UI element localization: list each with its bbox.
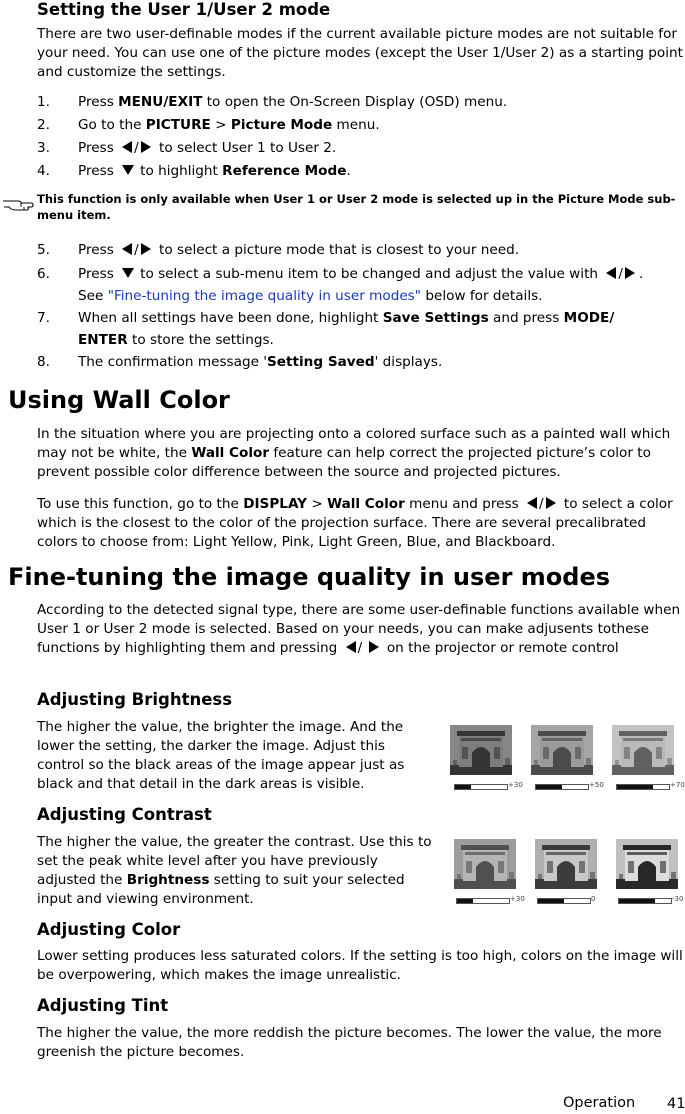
step-text: to select User 1 to User 2.	[159, 140, 337, 156]
step-number: 2.	[37, 117, 50, 133]
step-text: menu.	[332, 117, 380, 133]
sample-image-3	[612, 725, 674, 775]
menu-name: PICTURE	[145, 117, 211, 133]
heading-color: Adjusting Color	[37, 920, 181, 939]
triangle-right-icon	[369, 641, 379, 653]
level-slider-fill	[536, 785, 562, 789]
step-text: and press	[488, 310, 564, 326]
step-text: Press	[78, 242, 119, 258]
separator: >	[210, 117, 231, 133]
save-settings-label: Save Settings	[382, 310, 489, 326]
step-number: 8.	[37, 354, 50, 370]
user-mode-intro: There are two user-definable modes if the current available picture modes are not suitable for your need. You can use one of the picture modes (except the User 1/User 2) as a starting point and customize the settings.	[37, 26, 683, 80]
triangle-right-icon	[546, 497, 556, 509]
list-item-continued	[78, 329, 274, 351]
step-text: See	[78, 288, 108, 304]
menu-exit-key: MENU/EXIT	[118, 94, 203, 110]
para-text: The higher the value, the greater the contrast. Use this to set the peak white level after you have previously adjusted the	[37, 834, 432, 888]
step-text: When all settings have been done, highlight	[78, 310, 383, 326]
level-slider-fill	[455, 785, 471, 789]
section-title-finetune: Fine-tuning the image quality in user modes	[8, 563, 611, 591]
step-text: Press	[78, 266, 119, 282]
step-text: The confirmation message '	[78, 354, 268, 370]
brightness-label: Brightness	[126, 872, 210, 888]
level-slider-fill	[619, 899, 655, 903]
step-text: Go to the	[78, 117, 146, 133]
sample-image-2	[535, 839, 597, 889]
triangle-left-icon	[527, 497, 537, 509]
sample-image-1	[450, 725, 512, 775]
level-label: -30	[672, 895, 684, 903]
menu-name: DISPLAY	[243, 496, 308, 512]
heading-tint: Adjusting Tint	[37, 996, 169, 1015]
menu-name: Wall Color	[327, 496, 405, 512]
triangle-right-icon	[141, 141, 151, 153]
slash: /	[618, 266, 623, 282]
step-number: 4.	[37, 163, 50, 179]
step-number: 5.	[37, 242, 50, 258]
sample-image-2	[531, 725, 593, 775]
step-text: to store the settings.	[127, 332, 274, 348]
sample-image-3	[616, 839, 678, 889]
step-text: to open the On-Screen Display (OSD) menu.	[202, 94, 508, 110]
para-text: menu and press	[404, 496, 523, 512]
step-text: below for details.	[421, 288, 543, 304]
para-text: To use this function, go to the	[37, 496, 244, 512]
brightness-text: The higher the value, the brighter the image. And the lower the setting, the darker the image. Adjust this control so the black areas of the image appear just as black and that detail in the dark areas is visible.	[37, 719, 405, 792]
para-text: According to the detected signal type, there are some user-definable functions available when User 1 or User 2 mode is selected. Based on your needs, you can make adjusents tothese functions by highlighting them and pressing	[37, 602, 681, 656]
finetune-intro	[37, 601, 685, 658]
tint-text: The higher the value, the more reddish the picture becomes. The lower the value, the more greenish the picture becomes.	[37, 1025, 662, 1060]
step-text: .	[638, 266, 644, 282]
step-text: Press	[78, 140, 119, 156]
step-text: Press	[78, 94, 119, 110]
step-number: 3.	[37, 140, 50, 156]
level-slider-fill	[617, 785, 653, 789]
setting-saved-message: Setting Saved	[267, 354, 375, 370]
page-number: 41	[667, 1096, 685, 1112]
contrast-text	[37, 833, 432, 909]
triangle-right-icon	[625, 267, 635, 279]
heading-contrast: Adjusting Contrast	[37, 805, 212, 824]
step-number: 1.	[37, 94, 50, 110]
step-text: Press	[78, 163, 119, 179]
level-label: +70	[670, 781, 685, 789]
triangle-left-icon	[606, 267, 616, 279]
hand-pointer-icon	[2, 193, 34, 215]
para-text: to select a color which is the closest to the color of the projection surface. There are several precalibrated colors to choose from: Light Yellow, Pink, Light Green, Blue, and Blackboard.	[37, 496, 673, 550]
triangle-down-icon	[122, 268, 134, 278]
section-title-user-mode: Setting the User 1/User 2 mode	[37, 0, 331, 19]
slash: /	[134, 242, 139, 258]
step-number: 7.	[37, 310, 50, 326]
level-label: +30	[508, 781, 523, 789]
slash: /	[134, 140, 139, 156]
level-slider	[454, 784, 508, 790]
para-text: setting to suit your selected input and viewing environment.	[37, 872, 405, 907]
see-also	[78, 285, 543, 307]
menu-name: Picture Mode	[230, 117, 333, 133]
level-slider	[618, 898, 672, 904]
triangle-left-icon	[346, 641, 356, 653]
slash: /	[357, 640, 363, 656]
step-text: to select a sub-menu item to be changed and adjust the value with	[140, 266, 603, 282]
level-label: +50	[589, 781, 604, 789]
step-text: .	[346, 163, 351, 179]
para-text: on the projector or remote control	[382, 640, 619, 656]
triangle-right-icon	[141, 243, 151, 255]
wall-color-para-2	[37, 495, 685, 552]
step-text: to highlight	[140, 163, 223, 179]
separator: >	[307, 496, 328, 512]
heading-brightness: Adjusting Brightness	[37, 690, 233, 709]
level-slider	[537, 898, 591, 904]
finetune-link[interactable]: "Fine-tuning the image quality in user modes"	[107, 288, 422, 304]
level-label: 0	[591, 895, 596, 903]
step-text: to select a picture mode that is closest to your need.	[159, 242, 520, 258]
note-text: This function is only available when User 1 or User 2 mode is selected up in the Picture Mode sub-menu item.	[37, 192, 676, 222]
level-slider	[535, 784, 589, 790]
slash: /	[538, 496, 544, 512]
color-text: Lower setting produces less saturated colors. If the setting is too high, colors on the image will be overpowering, which makes the image unrealistic.	[37, 948, 683, 983]
triangle-left-icon	[122, 243, 132, 255]
mode-enter-key: ENTER	[78, 332, 128, 348]
menu-name: Reference Mode	[222, 163, 347, 179]
wall-color-label: Wall Color	[191, 445, 270, 461]
level-label: +30	[510, 895, 525, 903]
level-slider	[456, 898, 510, 904]
step-number: 6.	[37, 266, 50, 282]
level-slider	[616, 784, 670, 790]
footer-section: Operation	[563, 1095, 636, 1111]
sample-image-1	[454, 839, 516, 889]
para-text: feature can help correct the projected picture’s color to prevent possible color difference between the source and projected pictures.	[37, 445, 651, 480]
step-text: ' displays.	[374, 354, 443, 370]
triangle-left-icon	[122, 141, 132, 153]
para-text: In the situation where you are projecting onto a colored surface such as a painted wall which may not be white, the	[37, 426, 671, 461]
mode-enter-key: MODE/	[563, 310, 615, 326]
level-slider-fill	[538, 899, 564, 903]
wall-color-para-1	[37, 425, 685, 482]
level-slider-fill	[457, 899, 473, 903]
triangle-down-icon	[122, 165, 134, 175]
section-title-wall-color: Using Wall Color	[8, 386, 230, 414]
